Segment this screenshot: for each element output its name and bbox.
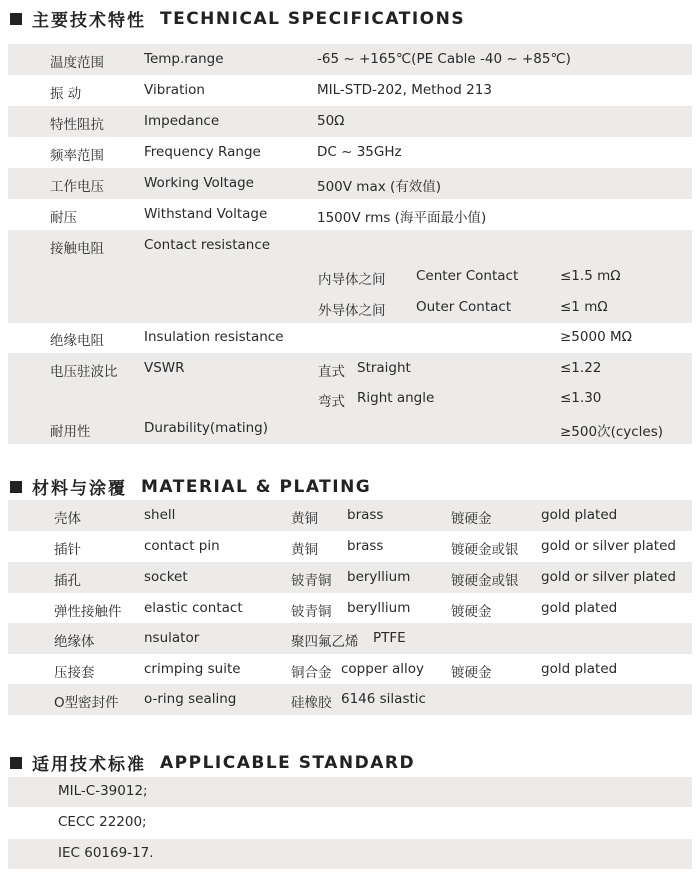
material-row bbox=[8, 623, 692, 654]
spec-value: ≥5000 MΩ bbox=[560, 329, 632, 345]
spec-label-cn: 耐用性 bbox=[50, 424, 91, 440]
standard-item: CECC 22200; bbox=[58, 814, 147, 830]
material-part-cn: O型密封件 bbox=[54, 695, 119, 711]
spec-label-cn: 温度范围 bbox=[50, 55, 104, 71]
section-title-en: APPLICABLE STANDARD bbox=[160, 752, 416, 773]
material-cn: 铜合金 bbox=[291, 665, 332, 681]
spec-value: DC ~ 35GHz bbox=[317, 144, 402, 160]
square-bullet-icon bbox=[10, 481, 22, 493]
material-row bbox=[8, 500, 692, 531]
section-title-en: TECHNICAL SPECIFICATIONS bbox=[160, 8, 466, 29]
spec-label-cn: 频率范围 bbox=[50, 148, 104, 164]
plating-en: gold or silver plated bbox=[541, 569, 676, 585]
material-part-cn: 绝缘体 bbox=[54, 634, 95, 650]
spec-row-contact-resistance bbox=[8, 230, 692, 261]
section-title-standard bbox=[10, 750, 415, 775]
plating-cn: 镀硬金或银 bbox=[451, 573, 519, 589]
spec-label-en: Working Voltage bbox=[144, 175, 254, 191]
spec-label-en: Vibration bbox=[144, 82, 205, 98]
plating-cn: 镀硬金或银 bbox=[451, 542, 519, 558]
material-en: brass bbox=[347, 507, 384, 523]
plating-cn: 镀硬金 bbox=[451, 511, 492, 527]
spec-value: ≤1.5 mΩ bbox=[560, 268, 621, 284]
standard-row bbox=[8, 777, 692, 807]
spec-value: ≥500次(cycles) bbox=[560, 424, 664, 440]
spec-sub-label-en: Straight bbox=[357, 360, 411, 376]
spec-row-temp bbox=[8, 44, 692, 75]
section-title-material bbox=[10, 474, 371, 499]
spec-value: 500V max (有效值) bbox=[317, 179, 442, 195]
material-en: brass bbox=[347, 538, 384, 554]
spec-sub-label-en: Right angle bbox=[357, 390, 435, 406]
spec-row-insulation bbox=[8, 322, 692, 353]
material-part-cn: 压接套 bbox=[54, 665, 95, 681]
material-cn: 黄铜 bbox=[291, 542, 318, 558]
spec-label-en: Temp.range bbox=[144, 51, 224, 67]
standard-row bbox=[8, 808, 692, 838]
spec-label-en: Contact resistance bbox=[144, 237, 271, 253]
material-cn: 黄铜 bbox=[291, 511, 318, 527]
spec-label-en: Durability(mating) bbox=[144, 420, 269, 436]
material-en: beryllium bbox=[347, 569, 411, 585]
material-cn: 铍青铜 bbox=[291, 604, 332, 620]
spec-label-cn: 特性阻抗 bbox=[50, 117, 104, 133]
spec-label-cn: 工作电压 bbox=[50, 179, 104, 195]
material-en: copper alloy bbox=[341, 661, 424, 677]
material-part-cn: 壳体 bbox=[54, 511, 81, 527]
spec-row-vswr bbox=[8, 353, 692, 384]
spec-row-durability bbox=[8, 413, 692, 444]
material-part-en: elastic contact bbox=[144, 600, 243, 616]
standard-item: MIL-C-39012; bbox=[58, 783, 148, 799]
spec-label-cn: 振 动 bbox=[50, 86, 82, 102]
plating-en: gold plated bbox=[541, 507, 618, 523]
section-title-en: MATERIAL & PLATING bbox=[141, 476, 372, 497]
section-title-specs bbox=[10, 6, 465, 31]
section-title-cn: 主要技术特性 bbox=[32, 11, 146, 31]
material-part-cn: 弹性接触件 bbox=[54, 604, 122, 620]
plating-en: gold plated bbox=[541, 661, 618, 677]
spec-row-impedance bbox=[8, 106, 692, 137]
square-bullet-icon bbox=[10, 757, 22, 769]
material-part-cn: 插针 bbox=[54, 542, 81, 558]
spec-sub-label-cn: 直式 bbox=[318, 364, 345, 380]
spec-sub-label-en: Outer Contact bbox=[416, 299, 512, 315]
section-title-cn: 材料与涂覆 bbox=[32, 479, 127, 499]
spec-label-cn: 电压驻波比 bbox=[50, 364, 118, 380]
material-row bbox=[8, 684, 692, 715]
material-cn: 硅橡胶 bbox=[291, 695, 332, 711]
spec-sub-label-cn: 外导体之间 bbox=[318, 303, 386, 319]
spec-value: 1500V rms (海平面最小值) bbox=[317, 210, 487, 226]
material-row bbox=[8, 654, 692, 685]
plating-en: gold or silver plated bbox=[541, 538, 676, 554]
spec-sub-label-en: Center Contact bbox=[416, 268, 519, 284]
spec-label-en: Withstand Voltage bbox=[144, 206, 268, 222]
spec-row-withstand-voltage bbox=[8, 199, 692, 230]
spec-label-en: Frequency Range bbox=[144, 144, 261, 160]
spec-label-en: Insulation resistance bbox=[144, 329, 284, 345]
spec-sub-label-cn: 内导体之间 bbox=[318, 272, 386, 288]
material-part-en: o-ring sealing bbox=[144, 691, 237, 707]
material-part-en: nsulator bbox=[144, 630, 200, 646]
spec-sub-label-cn: 弯式 bbox=[318, 394, 345, 410]
spec-row-frequency bbox=[8, 137, 692, 168]
material-row bbox=[8, 593, 692, 624]
spec-row-center-contact bbox=[8, 261, 692, 292]
spec-row-vibration bbox=[8, 75, 692, 106]
material-cn: 铍青铜 bbox=[291, 573, 332, 589]
spec-label-en: VSWR bbox=[144, 360, 185, 376]
standard-row bbox=[8, 839, 692, 869]
spec-label-cn: 耐压 bbox=[50, 210, 77, 226]
section-title-cn: 适用技术标准 bbox=[32, 755, 146, 775]
spec-row-outer-contact bbox=[8, 292, 692, 323]
material-part-en: socket bbox=[144, 569, 188, 585]
spec-value: ≤1.22 bbox=[560, 360, 602, 376]
plating-en: gold plated bbox=[541, 600, 618, 616]
material-part-en: crimping suite bbox=[144, 661, 241, 677]
material-cn: 聚四氟乙烯 bbox=[291, 634, 359, 650]
spec-value: ≤1 mΩ bbox=[560, 299, 608, 315]
material-part-en: contact pin bbox=[144, 538, 220, 554]
plating-cn: 镀硬金 bbox=[451, 604, 492, 620]
spec-value: ≤1.30 bbox=[560, 390, 602, 406]
square-bullet-icon bbox=[10, 13, 22, 25]
spec-row-working-voltage bbox=[8, 168, 692, 199]
spec-value: MIL-STD-202, Method 213 bbox=[317, 82, 492, 98]
spec-label-cn: 接触电阻 bbox=[50, 241, 104, 257]
material-en: 6146 silastic bbox=[341, 691, 426, 707]
spec-value: -65 ~ +165℃(PE Cable -40 ~ +85℃) bbox=[317, 51, 571, 67]
spec-row-right-angle bbox=[8, 383, 692, 414]
standard-item: IEC 60169-17. bbox=[58, 845, 154, 861]
material-en: beryllium bbox=[347, 600, 411, 616]
material-part-en: shell bbox=[144, 507, 176, 523]
material-part-cn: 插孔 bbox=[54, 573, 81, 589]
plating-cn: 镀硬金 bbox=[451, 665, 492, 681]
spec-label-en: Impedance bbox=[144, 113, 220, 129]
spec-value: 50Ω bbox=[317, 113, 345, 129]
material-row bbox=[8, 531, 692, 562]
material-en: PTFE bbox=[373, 630, 406, 646]
spec-label-cn: 绝缘电阻 bbox=[50, 333, 104, 349]
material-row bbox=[8, 562, 692, 593]
